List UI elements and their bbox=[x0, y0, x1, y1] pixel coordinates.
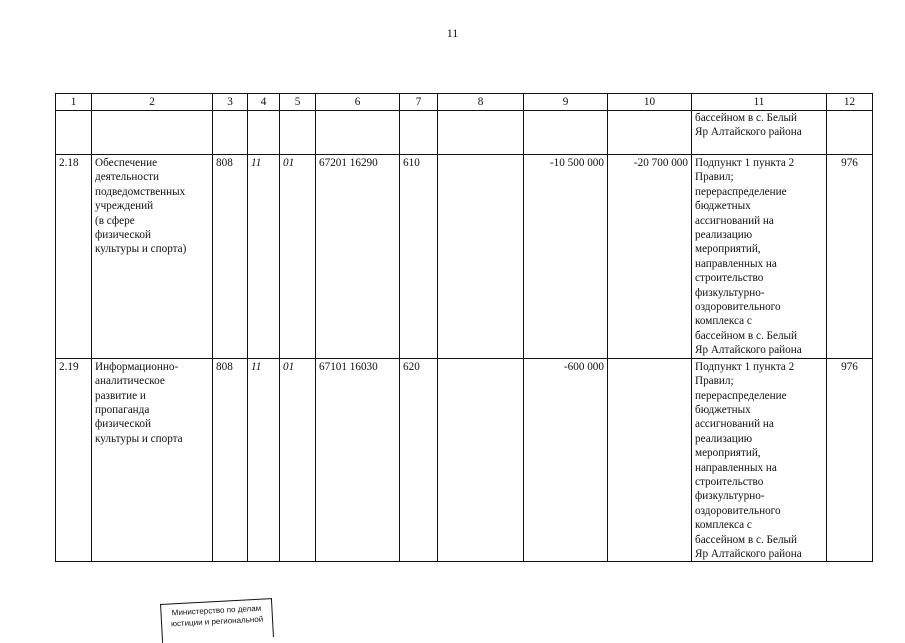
table-cell bbox=[524, 111, 608, 155]
column-header: 9 bbox=[524, 94, 608, 111]
description-cell: Обеспечение деятельности подведомственных учреждений (в сфере физической культуры и спорта) bbox=[92, 155, 213, 359]
stamp-line: юстиции и региональной bbox=[170, 614, 264, 629]
table-cell bbox=[400, 111, 438, 155]
column-header: 10 bbox=[608, 94, 692, 111]
table-cell bbox=[56, 111, 92, 155]
basis-cell: Подпункт 1 пункта 2 Правил; перераспределение бюджетных ассигнований на реализацию мероприятий, направленных на строительство физкультурно- оздоровительного комплекса с бассейном в с. Белый Яр Алтайского района bbox=[692, 155, 827, 359]
ministry-stamp bbox=[160, 598, 274, 643]
code-cell: 976 bbox=[827, 155, 873, 359]
header-row bbox=[56, 94, 873, 111]
code-cell: 11 bbox=[248, 155, 280, 359]
table-cell bbox=[316, 111, 400, 155]
code-cell: 610 bbox=[400, 155, 438, 359]
code-cell: 11 bbox=[248, 358, 280, 562]
stamp-line: Министерство по делам bbox=[171, 603, 262, 618]
table-cell bbox=[827, 111, 873, 155]
amount-cell: -10 500 000 bbox=[524, 155, 608, 359]
row-number-cell: 2.18 bbox=[56, 155, 92, 359]
table-cell bbox=[608, 111, 692, 155]
column-header: 12 bbox=[827, 94, 873, 111]
code-cell: 67201 16290 bbox=[316, 155, 400, 359]
table-cell bbox=[248, 111, 280, 155]
column-header: 5 bbox=[280, 94, 316, 111]
page-number: 11 bbox=[446, 26, 459, 40]
column-header: 1 bbox=[56, 94, 92, 111]
amount-cell bbox=[608, 358, 692, 562]
column-header: 2 bbox=[92, 94, 213, 111]
budget-table bbox=[55, 93, 873, 562]
table-cell bbox=[213, 111, 248, 155]
code-cell: 976 bbox=[827, 358, 873, 562]
column-header: 4 bbox=[248, 94, 280, 111]
code-cell: 620 bbox=[400, 358, 438, 562]
table-row bbox=[56, 358, 873, 562]
table-cell bbox=[438, 155, 524, 359]
basis-cell: Подпункт 1 пункта 2 Правил; перераспределение бюджетных ассигнований на реализацию мероприятий, направленных на строительство физкультурно- оздоровительного комплекса с бассейном в с. Белый Яр Алтайского района bbox=[692, 358, 827, 562]
column-header: 3 bbox=[213, 94, 248, 111]
amount-cell: -20 700 000 bbox=[608, 155, 692, 359]
description-cell: Информационно- аналитическое развитие и пропаганда физической культуры и спорта bbox=[92, 358, 213, 562]
table-cell bbox=[438, 111, 524, 155]
column-header: 7 bbox=[400, 94, 438, 111]
column-header: 6 bbox=[316, 94, 400, 111]
column-header: 8 bbox=[438, 94, 524, 111]
table-cell bbox=[92, 111, 213, 155]
amount-cell: -600 000 bbox=[524, 358, 608, 562]
row-number-cell: 2.19 bbox=[56, 358, 92, 562]
table-cell bbox=[280, 111, 316, 155]
continuation-row bbox=[56, 111, 873, 155]
basis-cell: бассейном в с. Белый Яр Алтайского района bbox=[692, 111, 827, 155]
code-cell: 808 bbox=[213, 358, 248, 562]
code-cell: 67101 16030 bbox=[316, 358, 400, 562]
column-header: 11 bbox=[692, 94, 827, 111]
code-cell: 808 bbox=[213, 155, 248, 359]
table-cell bbox=[438, 358, 524, 562]
code-cell: 01 bbox=[280, 155, 316, 359]
code-cell: 01 bbox=[280, 358, 316, 562]
table-row bbox=[56, 155, 873, 359]
